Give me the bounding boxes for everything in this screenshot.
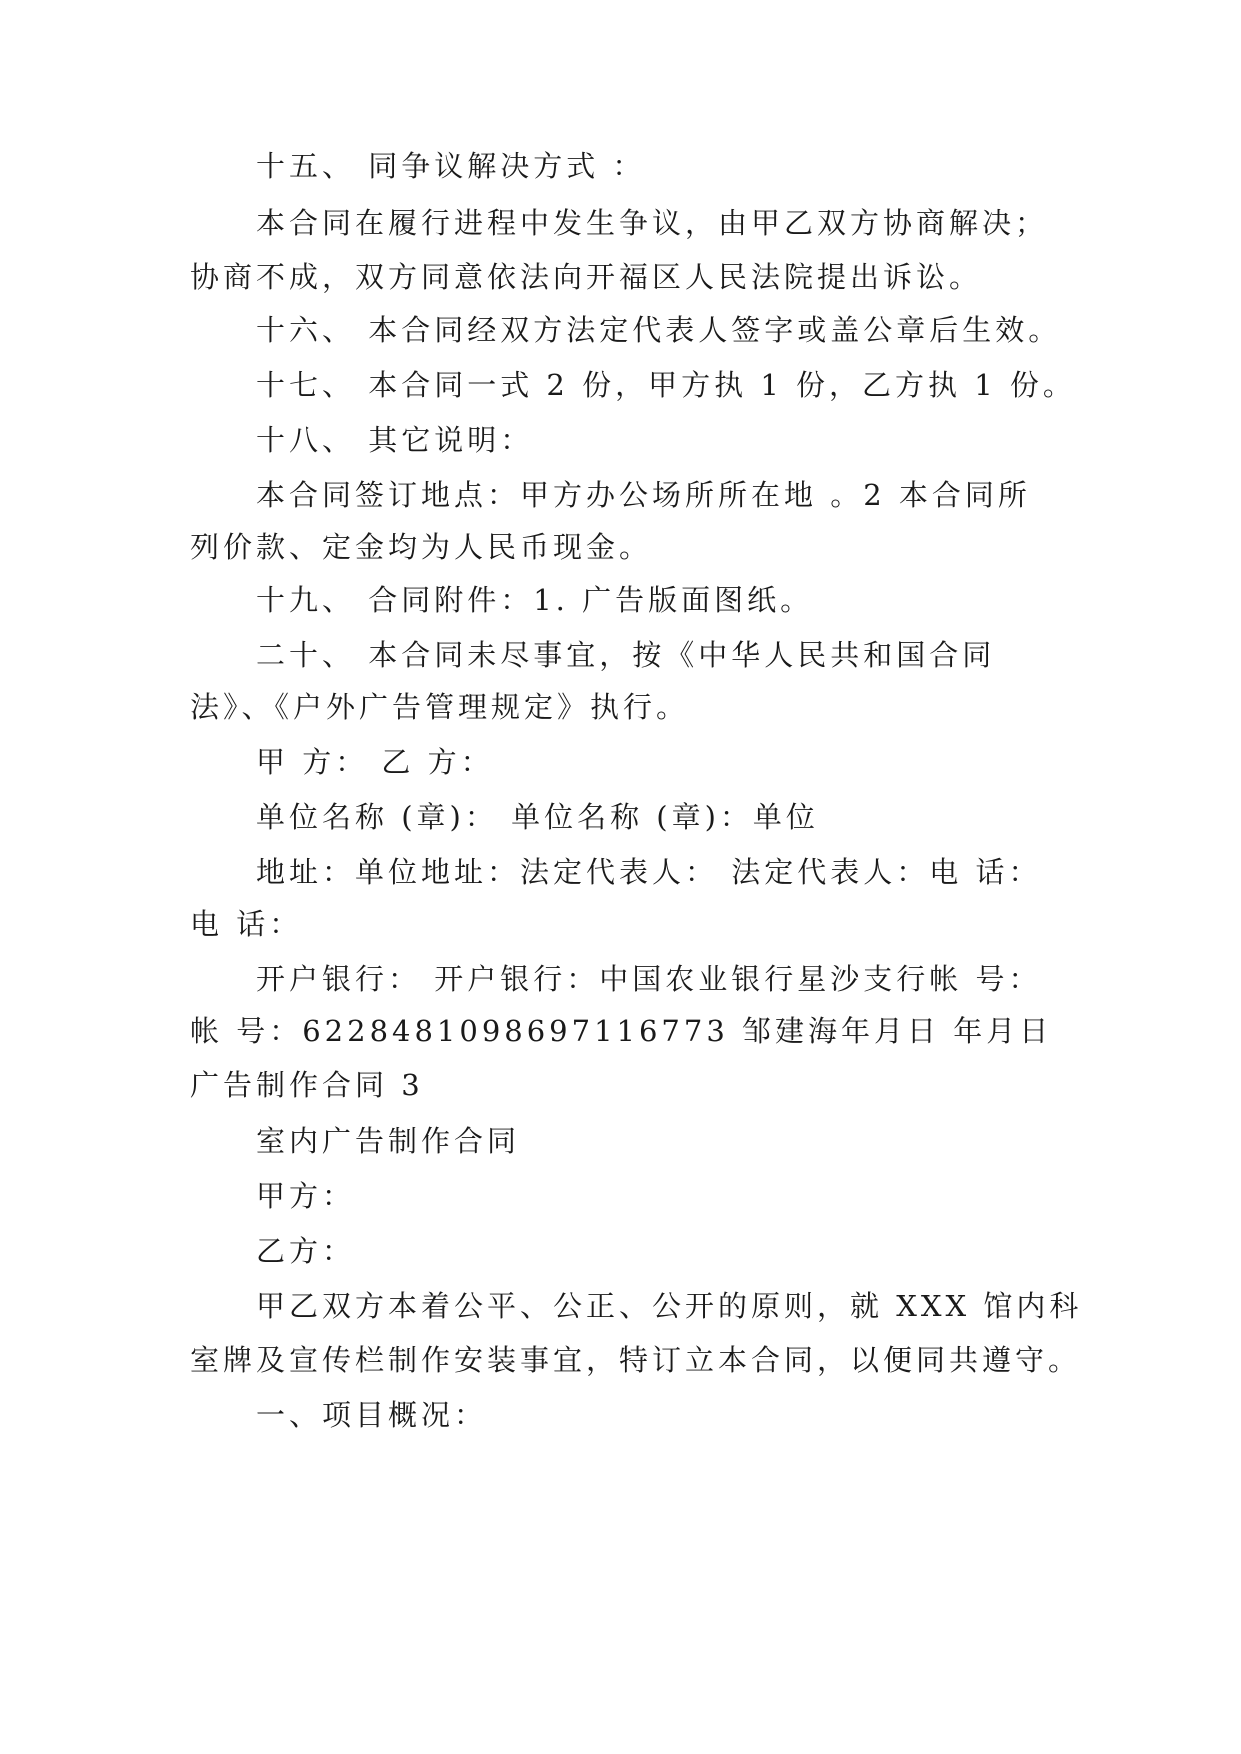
- clause-18-text-line-2: 列价款、定金均为人民币现金。: [190, 530, 653, 564]
- clause-20-line-2: 法》、《户外广告管理规定》执行。: [190, 690, 690, 724]
- preamble-line-1: 甲乙双方本着公平、公正、公开的原则，就 XXX 馆内科: [256, 1289, 1083, 1323]
- clause-19: 十九、 合同附件：1. 广告版面图纸。: [256, 583, 814, 617]
- clause-16: 十六、 本合同经双方法定代表人签字或盖公章后生效。: [256, 313, 1062, 347]
- party-a-label: 甲方：: [256, 1179, 356, 1213]
- clause-20-line-1: 二十、 本合同未尽事宜，按《中华人民共和国合同: [256, 638, 996, 672]
- clause-17: 十七、 本合同一式 2 份，甲方执 1 份，乙方执 1 份。: [256, 368, 1076, 402]
- preamble-line-2: 室牌及宣传栏制作安装事宜，特订立本合同，以便同共遵守。: [190, 1343, 1082, 1377]
- party-headings: 甲 方： 乙 方：: [256, 745, 494, 779]
- clause-18-heading: 十八、 其它说明：: [256, 423, 534, 457]
- unit-name-line: 单位名称 (章)： 单位名称 (章)：单位: [256, 800, 819, 834]
- contract-3-title: 广告制作合同 3: [190, 1068, 424, 1102]
- address-representative-line: 地址：单位地址：法定代表人： 法定代表人：电 话：: [256, 855, 1042, 889]
- party-b-label: 乙方：: [256, 1234, 356, 1268]
- section-1-heading: 一、项目概况：: [256, 1398, 488, 1432]
- clause-15-text-line-2: 协商不成，双方同意依法向开福区人民法院提出诉讼。: [190, 260, 983, 294]
- bank-line: 开户银行： 开户银行：中国农业银行星沙支行帐 号：: [256, 962, 1042, 996]
- clause-18-text-line-1: 本合同签订地点：甲方办公场所所在地 。2 本合同所: [256, 478, 1031, 512]
- clause-15-text-line-1: 本合同在履行进程中发生争议，由甲乙双方协商解决；: [256, 206, 1049, 240]
- account-date-line: 帐 号：6228481098697116773 邹建海年月日 年月日: [190, 1014, 1053, 1048]
- phone-line: 电 话：: [190, 907, 303, 941]
- indoor-contract-title: 室内广告制作合同: [256, 1124, 521, 1158]
- clause-15-heading: 十五、 同争议解决方式 ：: [256, 149, 646, 183]
